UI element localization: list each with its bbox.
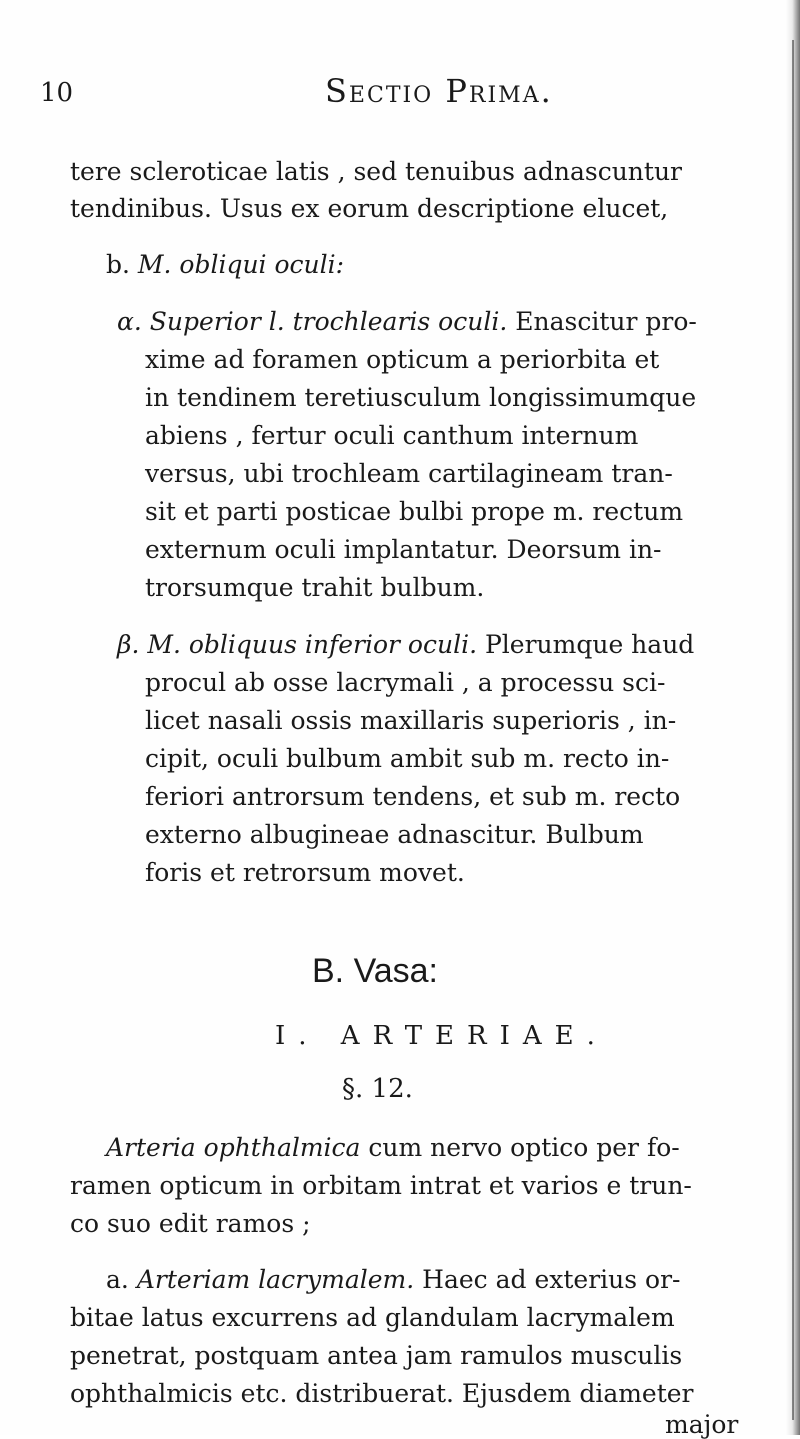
text-line: penetrat, postquam antea jam ramulos musculis xyxy=(70,1341,683,1370)
text-line: ramen opticum in orbitam intrat et varios e trun- xyxy=(70,1171,692,1200)
list-letter: b. xyxy=(106,250,130,279)
page-number: 10 xyxy=(40,78,74,108)
catchword: major xyxy=(665,1410,739,1439)
paragraph-number: §. 12. xyxy=(342,1074,413,1104)
text-line: feriori antrorsum tendens, et sub m. recto xyxy=(145,782,681,811)
text-line: cipit, oculi bulbum ambit sub m. recto in- xyxy=(145,744,670,773)
text-line: tere scleroticae latis , sed tenuibus adnascuntur xyxy=(70,157,682,186)
beta-first-line xyxy=(117,632,694,657)
muscle-title: M. obliqui oculi: xyxy=(137,250,345,279)
text-line: co suo edit ramos ; xyxy=(70,1209,311,1238)
a-item-first-line xyxy=(106,1267,680,1292)
muscle-title: Superior l. trochlearis oculi. xyxy=(149,307,508,336)
text-line: ophthalmicis etc. distribuerat. Ejusdem diameter xyxy=(70,1379,694,1408)
section-heading-vasa: B. Vasa: xyxy=(312,952,438,990)
arteria-first-line xyxy=(106,1135,680,1160)
list-letter: α. xyxy=(117,307,142,336)
text-line: procul ab osse lacrymali , a processu sci- xyxy=(145,668,666,697)
page-header xyxy=(40,72,760,122)
text-line: in tendinem teretiusculum longissimumque xyxy=(145,383,697,412)
text-line: externo albugineae adnascitur. Bulbum xyxy=(145,820,644,849)
text-line: Enascitur pro- xyxy=(515,307,697,336)
text-line: Haec ad exterius or- xyxy=(422,1265,681,1294)
text-line: foris et retrorsum movet. xyxy=(145,858,465,887)
running-head: Sectio Prima. xyxy=(325,72,553,110)
text-line: licet nasali ossis maxillaris superioris , in- xyxy=(145,706,677,735)
muscle-title: M. obliquus inferior oculi. xyxy=(147,630,478,659)
text-line: Plerumque haud xyxy=(484,630,695,659)
text-line: cum nervo optico per fo- xyxy=(368,1133,680,1162)
text-line: tendinibus. Usus ex eorum descriptione elucet, xyxy=(70,194,669,223)
text-line: sit et parti posticae bulbi prope m. rectum xyxy=(145,497,684,526)
text-line: abiens , fertur oculi canthum internum xyxy=(145,421,639,450)
text-line: xime ad foramen opticum a periorbita et xyxy=(145,345,660,374)
subsection-heading-b xyxy=(106,252,344,277)
list-letter: β. xyxy=(117,630,140,659)
section-heading-arteriae: I. ARTERIAE. xyxy=(275,1021,608,1051)
artery-title: Arteriam lacrymalem. xyxy=(136,1265,415,1294)
page-edge-shadow xyxy=(786,0,800,1435)
alpha-first-line xyxy=(117,309,697,334)
text-line: externum oculi implantatur. Deorsum in- xyxy=(145,535,662,564)
text-line: trorsumque trahit bulbum. xyxy=(145,573,485,602)
text-line: versus, ubi trochleam cartilagineam tran- xyxy=(145,459,673,488)
artery-title: Arteria ophthalmica xyxy=(106,1133,361,1162)
text-line: bitae latus excurrens ad glandulam lacrymalem xyxy=(70,1303,675,1332)
list-letter: a. xyxy=(106,1265,129,1294)
